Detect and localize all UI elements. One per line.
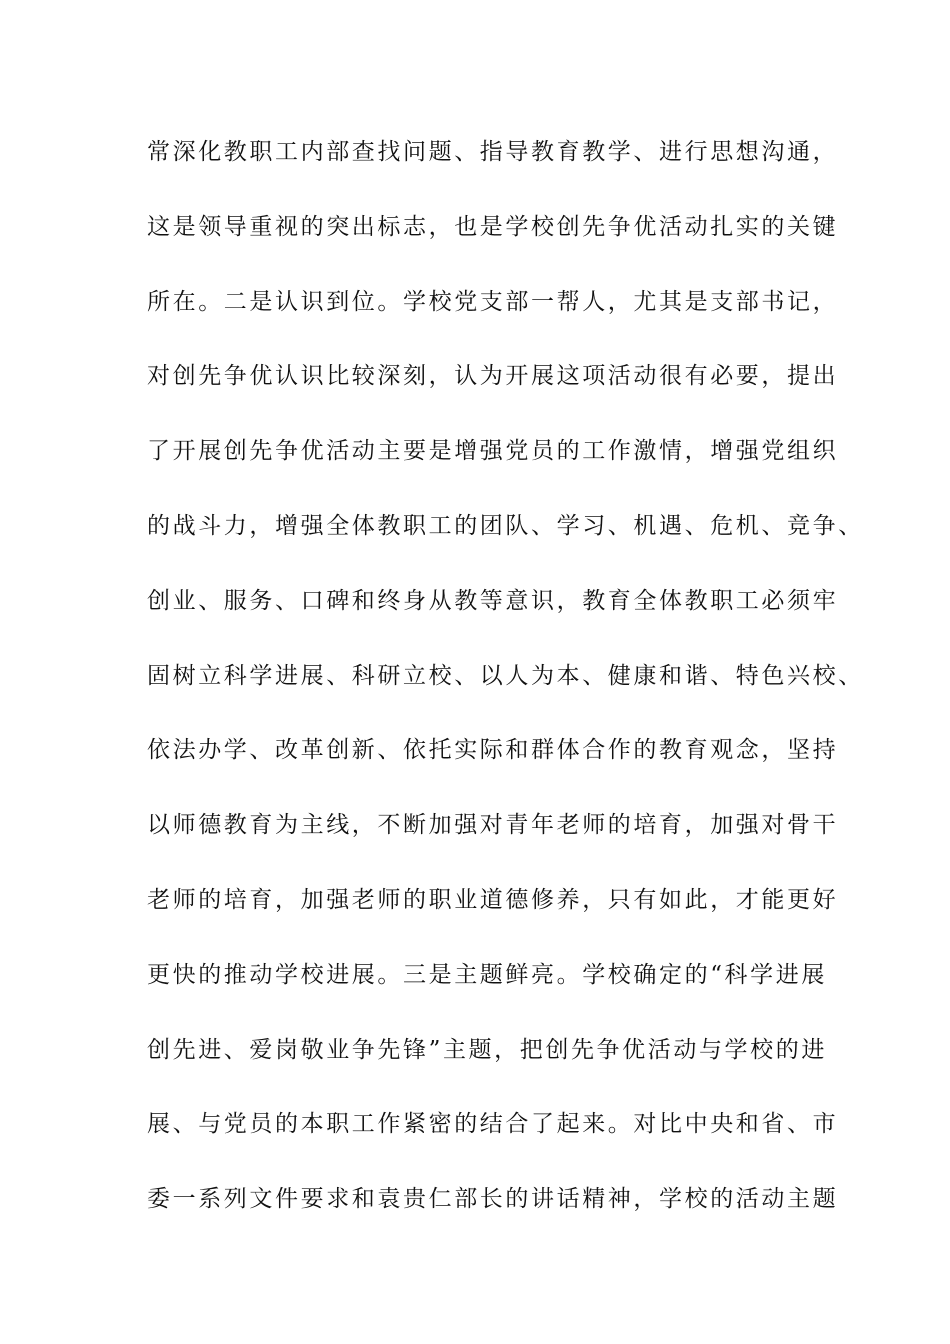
text-line-7: 创业、服务、口碑和终身从教等意识，教育全体教职工必须牢	[147, 587, 839, 614]
text-line-8: 固树立科学进展、科研立校、以人为本、健康和谐、特色兴校、	[147, 662, 864, 689]
body-text	[147, 132, 864, 1254]
text-line-1: 常深化教职工内部查找问题、指导教育教学、进行思想沟通，	[147, 139, 839, 165]
text-line-15: 委一系列文件要求和袁贵仁部长的讲话精神，学校的活动主题	[147, 1186, 839, 1213]
text-line-13: 创先进、爱岗敬业争先锋”主题，把创先争优活动与学校的进	[147, 1036, 827, 1063]
text-line-11: 老师的培育，加强老师的职业道德修养，只有如此，才能更好	[147, 886, 839, 913]
text-line-6: 的战斗力，增强全体教职工的团队、学习、机遇、危机、竞争、	[147, 512, 864, 539]
text-line-10: 以师德教育为主线，不断加强对青年老师的培育，加强对骨干	[147, 812, 839, 839]
text-line-3: 所在。二是认识到位。学校党支部一帮人，尤其是支部书记，	[147, 288, 839, 315]
text-line-14: 展、与党员的本职工作紧密的结合了起来。对比中央和省、市	[147, 1111, 839, 1138]
text-line-4: 对创先争优认识比较深刻，认为开展这项活动很有必要，提出	[147, 363, 839, 390]
text-line-9: 依法办学、改革创新、依托实际和群体合作的教育观念，坚持	[147, 737, 839, 764]
text-line-5: 了开展创先争优活动主要是增强党员的工作激情，增强党组织	[147, 438, 839, 465]
text-line-2: 这是领导重视的突出标志，也是学校创先争优活动扎实的关键	[147, 213, 839, 240]
text-line-12: 更快的推动学校进展。三是主题鲜亮。学校确定的“科学进展	[147, 961, 827, 988]
